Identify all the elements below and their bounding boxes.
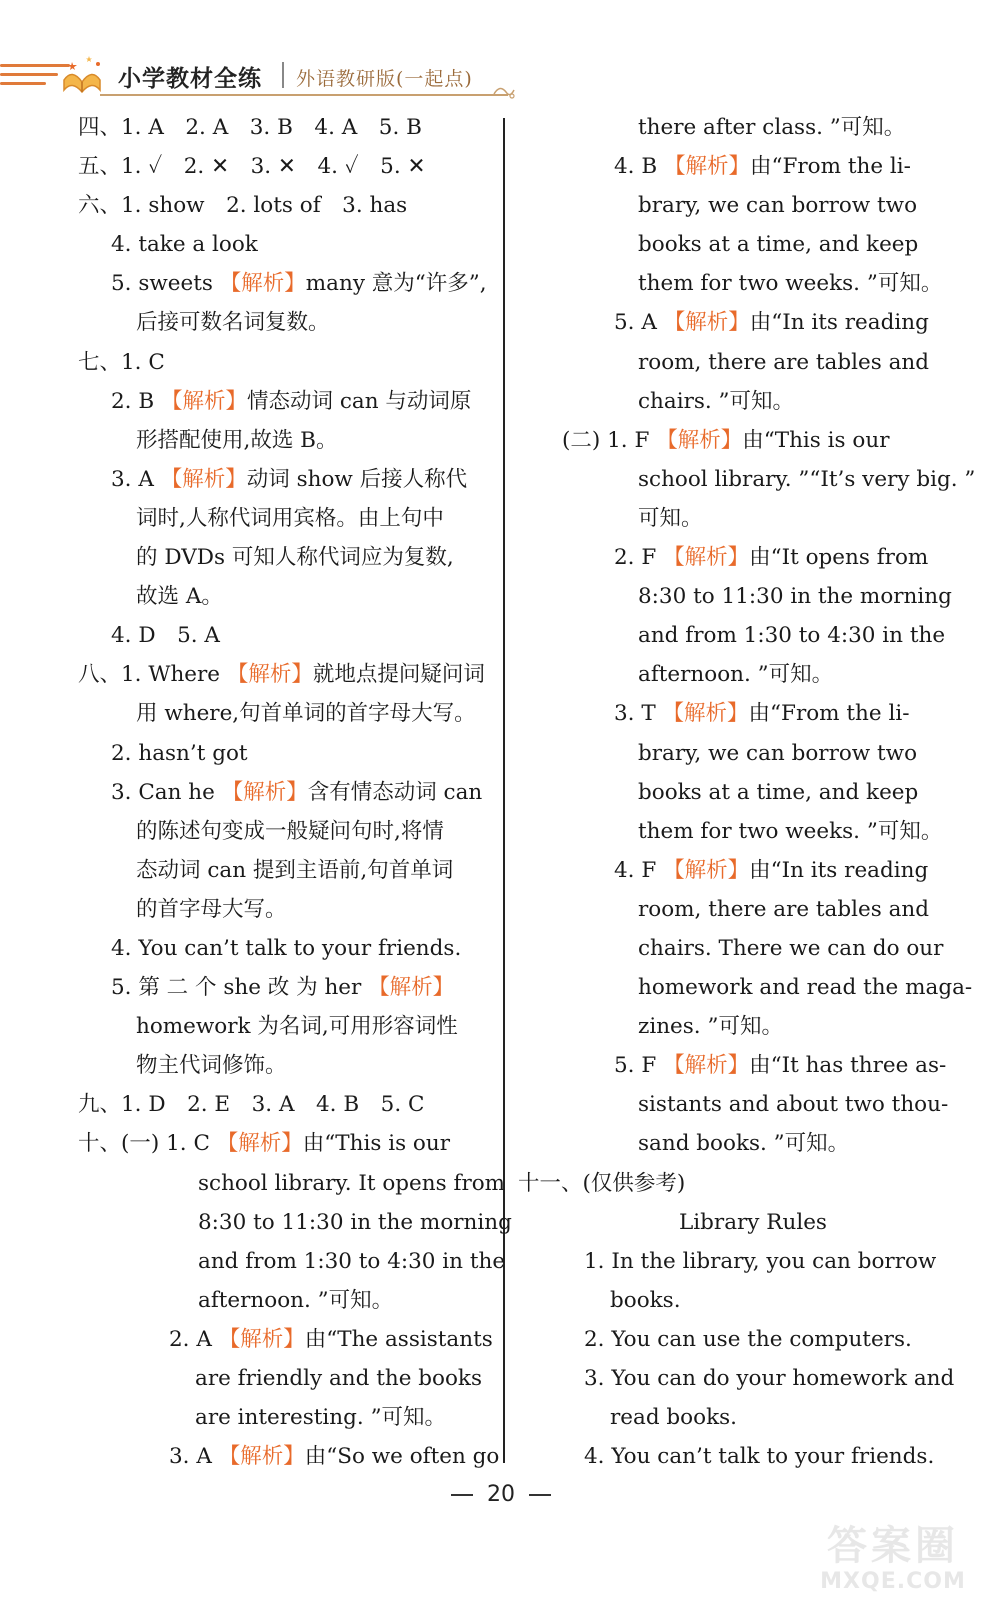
answer-line: afternoon. ”可知。 bbox=[638, 662, 834, 688]
section-heading: 十一、(仅供参考) bbox=[518, 1170, 686, 1196]
footer-dash bbox=[451, 1494, 473, 1496]
answer-line: 4. B 【解析】由“From the li- bbox=[614, 154, 911, 180]
answer-line: there after class. ”可知。 bbox=[638, 115, 906, 140]
rules-title: Library Rules bbox=[679, 1209, 827, 1235]
answer-line: 形搭配使用,故选 B。 bbox=[136, 427, 338, 453]
answer-line: are interesting. ”可知。 bbox=[195, 1405, 447, 1431]
analysis-tag: 【解析】 bbox=[160, 466, 247, 492]
answer-line: them for two weeks. ”可知。 bbox=[638, 818, 943, 844]
analysis-tag: 【解析】 bbox=[368, 975, 455, 1001]
answer-line: homework and read the maga- bbox=[638, 975, 973, 1001]
answer-line: 2. B 【解析】情态动词 can 与动词原 bbox=[111, 388, 472, 414]
rule-item: 4. You can’t talk to your friends. bbox=[584, 1444, 935, 1470]
answer-line: room, there are tables and bbox=[638, 349, 930, 375]
analysis-tag: 【解析】 bbox=[226, 662, 313, 688]
answer-line: 六、1. show 2. lots of 3. has bbox=[78, 193, 408, 219]
answer-line: sistants and about two thou- bbox=[638, 1092, 949, 1118]
answer-line: 3. A 【解析】动词 show 后接人称代 bbox=[111, 466, 468, 492]
answer-line: (二) 1. F 【解析】由“This is our bbox=[562, 427, 890, 453]
answer-line: 十、(一) 1. C 【解析】由“This is our bbox=[78, 1131, 451, 1157]
right-column bbox=[518, 108, 976, 1476]
analysis-tag: 【解析】 bbox=[216, 1131, 303, 1157]
answer-line: 用 where,句首单词的首字母大写。 bbox=[136, 701, 476, 727]
analysis-tag: 【解析】 bbox=[663, 545, 750, 571]
page-number: 20 bbox=[487, 1482, 515, 1507]
answer-line: chairs. ”可知。 bbox=[638, 388, 795, 414]
header-title: 小学教材全练 bbox=[118, 66, 262, 92]
answer-line: 5. sweets 【解析】many 意为“许多”, bbox=[111, 271, 487, 297]
answer-line: school library. ”“It’s very big. ” bbox=[638, 466, 976, 492]
answer-line: 五、1. ✓ 2. ✕ 3. ✕ 4. ✓ 5. ✕ bbox=[78, 154, 426, 180]
answer-line: 的首字母大写。 bbox=[136, 896, 287, 922]
analysis-tag: 【解析】 bbox=[656, 427, 743, 453]
answer-line: room, there are tables and bbox=[638, 896, 930, 922]
answer-line: 词时,人称代词用宾格。由上句中 bbox=[136, 505, 444, 531]
answer-line: 8:30 to 11:30 in the morning bbox=[198, 1209, 512, 1235]
analysis-tag: 【解析】 bbox=[219, 271, 306, 297]
analysis-tag: 【解析】 bbox=[218, 1326, 305, 1352]
analysis-tag: 【解析】 bbox=[663, 154, 750, 180]
left-column bbox=[78, 108, 512, 1476]
watermark-top: 答案圈 bbox=[827, 1523, 959, 1569]
analysis-tag: 【解析】 bbox=[663, 857, 750, 883]
answer-line: and from 1:30 to 4:30 in the bbox=[198, 1248, 506, 1274]
answer-line: 4. F 【解析】由“In its reading bbox=[614, 857, 929, 883]
answer-line: books at a time, and keep bbox=[638, 232, 919, 258]
analysis-tag: 【解析】 bbox=[218, 1444, 305, 1470]
analysis-tag: 【解析】 bbox=[662, 701, 749, 727]
rule-item: 2. You can use the computers. bbox=[584, 1326, 912, 1352]
answer-line: 八、1. Where 【解析】就地点提问疑问词 bbox=[78, 662, 485, 688]
answer-line: and from 1:30 to 4:30 in the bbox=[638, 623, 946, 649]
answer-line: 5. A 【解析】由“In its reading bbox=[614, 310, 929, 336]
answer-line: brary, we can borrow two bbox=[638, 193, 918, 219]
answer-line: 2. F 【解析】由“It opens from bbox=[614, 545, 929, 571]
answer-line: 后接可数名词复数。 bbox=[136, 310, 330, 336]
answer-line: 可知。 bbox=[638, 505, 703, 531]
answer-line: 5. F 【解析】由“It has three as- bbox=[614, 1053, 947, 1079]
answer-line: sand books. ”可知。 bbox=[638, 1131, 850, 1157]
answer-line: are friendly and the books bbox=[195, 1366, 482, 1391]
answer-line: 8:30 to 11:30 in the morning bbox=[638, 584, 952, 610]
answer-line: 4. take a look bbox=[111, 232, 258, 258]
answer-line: chairs. There we can do our bbox=[638, 935, 944, 961]
answer-line: school library. It opens from bbox=[198, 1170, 506, 1196]
analysis-tag: 【解析】 bbox=[663, 1053, 750, 1079]
answer-line: 5. 第 二 个 she 改 为 her 【解析】 bbox=[111, 975, 455, 1001]
answer-line: homework 为名词,可用形容词性 bbox=[136, 1014, 458, 1040]
answer-line: zines. ”可知。 bbox=[638, 1014, 783, 1040]
rule-item-continued: read books. bbox=[610, 1405, 737, 1431]
answer-line: books at a time, and keep bbox=[638, 779, 919, 805]
answer-line: 4. You can’t talk to your friends. bbox=[111, 935, 462, 961]
answer-line: 四、1. A 2. A 3. B 4. A 5. B bbox=[78, 115, 422, 140]
watermark bbox=[808, 1514, 978, 1596]
answer-line: 九、1. D 2. E 3. A 4. B 5. C bbox=[78, 1092, 425, 1118]
curl-ornament-icon bbox=[492, 82, 516, 102]
rule-item: 1. In the library, you can borrow bbox=[584, 1248, 937, 1274]
header-separator bbox=[282, 62, 284, 88]
answer-line: 物主代词修饰。 bbox=[136, 1053, 287, 1079]
rule-item: 3. You can do your homework and bbox=[584, 1366, 955, 1391]
answer-line: brary, we can borrow two bbox=[638, 740, 918, 766]
footer-dash bbox=[529, 1494, 551, 1496]
answer-line: 4. D 5. A bbox=[111, 623, 220, 649]
answer-line: 的 DVDs 可知人称代词应为复数, bbox=[136, 545, 454, 571]
watermark-bottom: MXQE.COM bbox=[820, 1569, 966, 1594]
answer-line: 故选 A。 bbox=[136, 584, 223, 610]
header-rule bbox=[100, 94, 508, 96]
answer-line: 七、1. C bbox=[78, 349, 165, 375]
analysis-tag: 【解析】 bbox=[663, 310, 750, 336]
answer-line: 3. A 【解析】由“So we often go bbox=[169, 1444, 500, 1470]
page-footer bbox=[0, 1482, 1002, 1507]
page-header bbox=[0, 44, 1002, 104]
answer-line: 3. Can he 【解析】含有情态动词 can bbox=[111, 779, 483, 805]
rule-item-continued: books. bbox=[610, 1287, 681, 1313]
open-book-logo-icon bbox=[58, 50, 106, 98]
header-subtitle: 外语教研版(一起点) bbox=[296, 68, 473, 90]
answer-line: 态动词 can 提到主语前,句首单词 bbox=[136, 857, 454, 883]
answer-line: 2. A 【解析】由“The assistants bbox=[169, 1326, 493, 1352]
answer-line: 3. T 【解析】由“From the li- bbox=[614, 701, 910, 727]
analysis-tag: 【解析】 bbox=[160, 388, 247, 414]
answer-line: them for two weeks. ”可知。 bbox=[638, 271, 943, 297]
analysis-tag: 【解析】 bbox=[221, 779, 308, 805]
answer-line: 2. hasn’t got bbox=[111, 740, 248, 766]
answer-line: 的陈述句变成一般疑问句时,将情 bbox=[136, 818, 444, 844]
answer-line: afternoon. ”可知。 bbox=[198, 1287, 394, 1313]
